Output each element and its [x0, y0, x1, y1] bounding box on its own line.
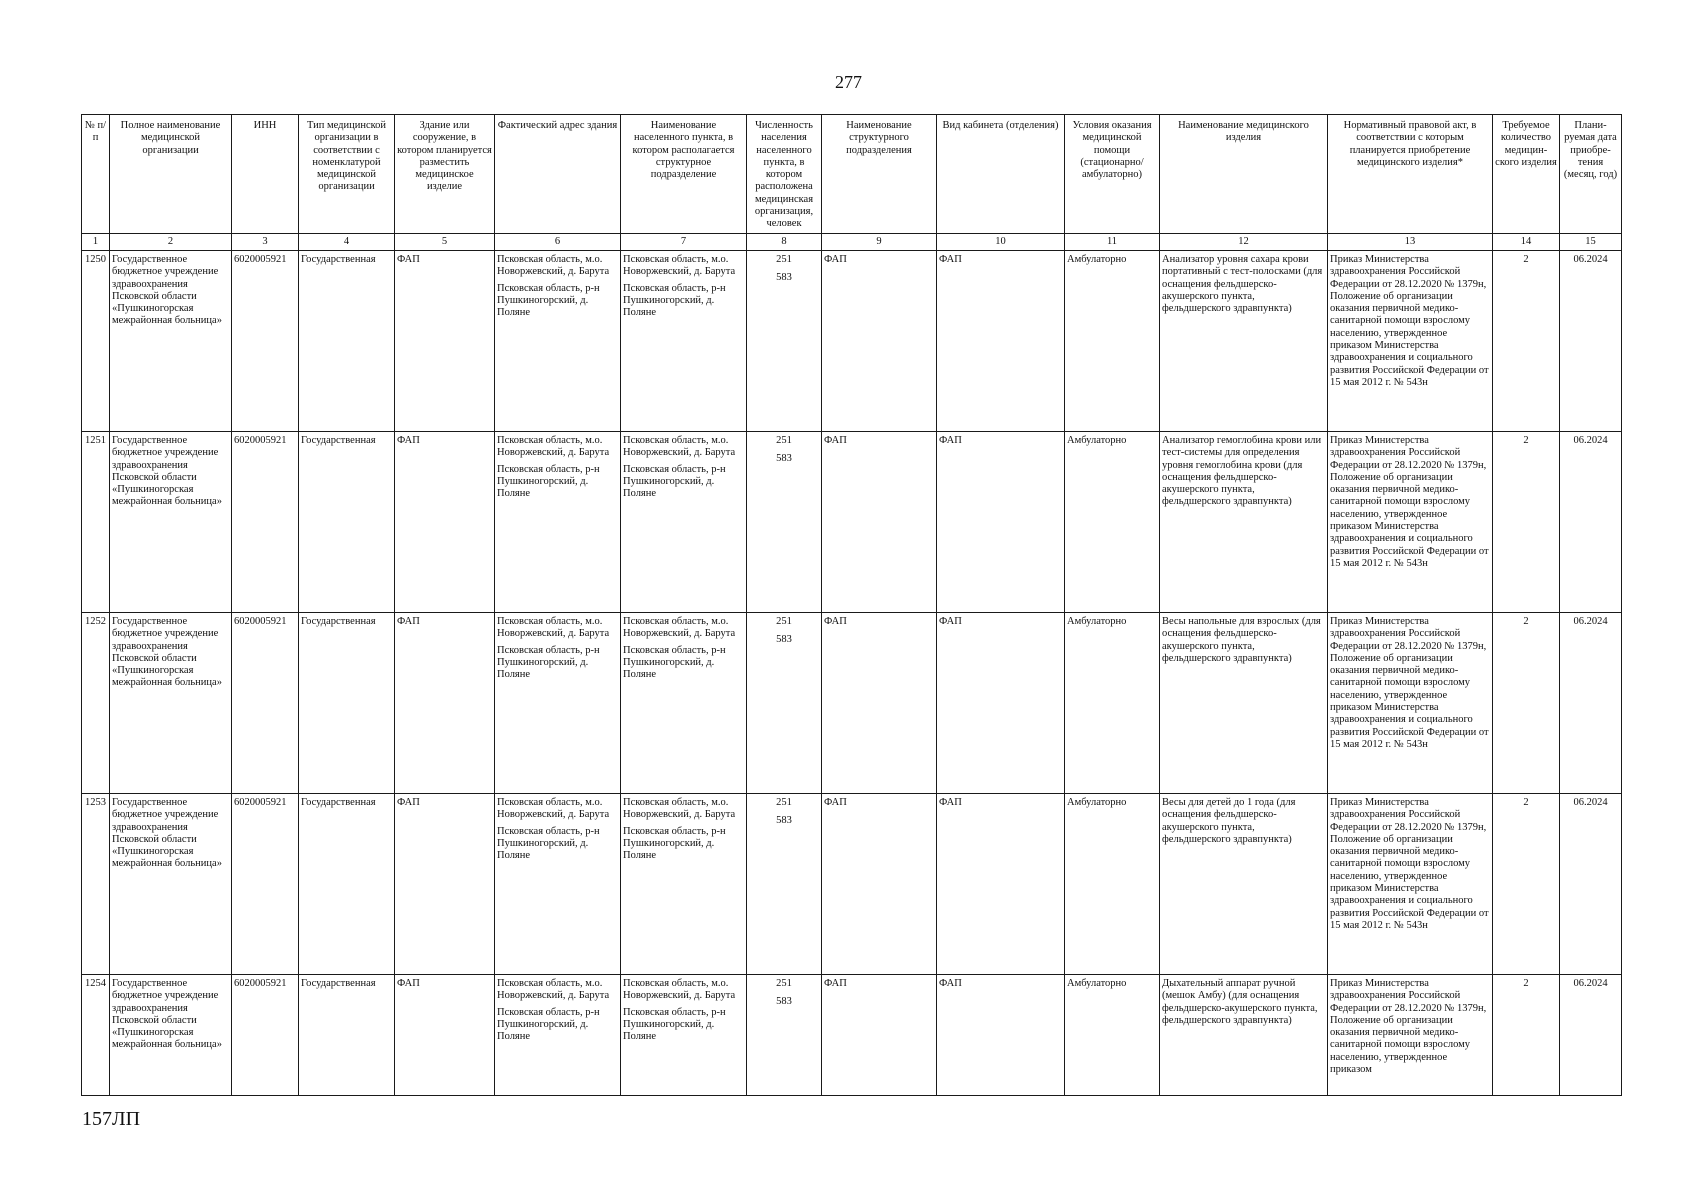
- legal-act-cell: Приказ Министерства здравоохранения Российской Федерации от 28.12.2020 № 1379н, Положение об организации оказания первичной медико-санитарной помощи взрослому населению, утвержденное приказом Министерства здравоохранения и социального развития Российской Федерации от 15 мая 2012 г. № 543н: [1328, 432, 1493, 613]
- table-body: [82, 251, 1622, 1096]
- cabinet-cell: ФАП: [937, 794, 1065, 975]
- legal-act-cell: Приказ Министерства здравоохранения Российской Федерации от 28.12.2020 № 1379н, Положение об организации оказания первичной медико-санитарной помощи взрослому населению, утвержденное приказом Министерства здравоохранения и социального развития Российской Федерации от 15 мая 2012 г. № 543н: [1328, 794, 1493, 975]
- conditions-cell: Амбулаторно: [1065, 613, 1160, 794]
- registry-table-container: [81, 114, 1622, 1096]
- unit-cell: ФАП: [822, 251, 937, 432]
- address-part: Псковская область, м.о. Новоржевский, д. Барута: [497, 978, 610, 1002]
- organization-cell: Государственное бюджетное учреждение здравоохранения Псковской области «Пушкиногорская межрайонная больница»: [110, 794, 232, 975]
- address-part: Псковская область, р-н Пушкиногорский, д. Поляне: [497, 463, 600, 500]
- unit-cell: ФАП: [822, 613, 937, 794]
- locality-part: Псковская область, р-н Пушкиногорский, д. Поляне: [623, 644, 726, 681]
- address-cell: [495, 975, 621, 1096]
- legal-act-cell: Приказ Министерства здравоохранения Российской Федерации от 28.12.2020 № 1379н, Положение об организации оказания первичной медико-санитарной помощи взрослому населению, утвержденное приказом Министерства здравоохранения и социального развития Российской Федерации от 15 мая 2012 г. № 543н: [1328, 613, 1493, 794]
- inn-cell: 6020005921: [232, 794, 299, 975]
- legal-act-cell: Приказ Министерства здравоохранения Российской Федерации от 28.12.2020 № 1379н, Положение об организации оказания первичной медико-санитарной помощи взрослому населению, утвержденное приказом: [1328, 975, 1493, 1096]
- column-header: Вид кабинета (отделения): [937, 115, 1065, 234]
- population-value: 251: [776, 978, 792, 989]
- column-header: № п/п: [82, 115, 110, 234]
- address-cell: [495, 432, 621, 613]
- column-number: 15: [1560, 234, 1622, 251]
- column-number: 12: [1160, 234, 1328, 251]
- table-row: [82, 613, 1622, 794]
- column-header: Наименование населенного пункта, в котором располагается структурное подразделение: [621, 115, 747, 234]
- column-number: 14: [1493, 234, 1560, 251]
- address-cell: [495, 613, 621, 794]
- table-row: [82, 975, 1622, 1096]
- column-header: Нормативный правовой акт, в соответствии с которым планируется приобретение медицинского изделия*: [1328, 115, 1493, 234]
- inn-cell: 6020005921: [232, 975, 299, 1096]
- population-value: 583: [776, 815, 792, 827]
- column-number: 11: [1065, 234, 1160, 251]
- locality-part: Псковская область, р-н Пушкиногорский, д. Поляне: [623, 282, 726, 319]
- building-cell: ФАП: [395, 975, 495, 1096]
- organization-cell: Государственное бюджетное учреждение здравоохранения Псковской области «Пушкиногорская межрайонная больница»: [110, 613, 232, 794]
- conditions-cell: Амбулаторно: [1065, 432, 1160, 613]
- cabinet-cell: ФАП: [937, 613, 1065, 794]
- column-header: ИНН: [232, 115, 299, 234]
- address-part: Псковская область, р-н Пушкиногорский, д. Поляне: [497, 282, 600, 319]
- device-cell: Весы напольные для взрослых (для оснащения фельдшерско-акушерского пункта, фельдшерского здравпункта): [1160, 613, 1328, 794]
- address-cell: [495, 251, 621, 432]
- quantity-cell: 2: [1493, 613, 1560, 794]
- population-value: 583: [776, 453, 792, 465]
- device-cell: Дыхательный аппарат ручной (мешок Амбу) (для оснащения фельдшерско-акушерского пункта, фельдшерского здравпункта): [1160, 975, 1328, 1096]
- organization-cell: Государственное бюджетное учреждение здравоохранения Псковской области «Пушкиногорская межрайонная больница»: [110, 251, 232, 432]
- conditions-cell: Амбулаторно: [1065, 794, 1160, 975]
- device-cell: Анализатор гемоглобина крови или тест-системы для определения уровня гемоглобина крови (для оснащения фельдшерско-акушерского пункта, фельдшерского здравпункта): [1160, 432, 1328, 613]
- row-number-cell: 1251: [82, 432, 110, 613]
- column-number: 8: [747, 234, 822, 251]
- column-header: Условия оказания медицинской помощи (стационарно/ амбулаторно): [1065, 115, 1160, 234]
- table-row: [82, 432, 1622, 613]
- population-value: 251: [776, 254, 792, 265]
- table-row: [82, 794, 1622, 975]
- population-cell: [747, 251, 822, 432]
- unit-cell: ФАП: [822, 432, 937, 613]
- column-number: 1: [82, 234, 110, 251]
- column-number: 5: [395, 234, 495, 251]
- address-part: Псковская область, м.о. Новоржевский, д. Барута: [497, 616, 610, 640]
- row-number-cell: 1252: [82, 613, 110, 794]
- quantity-cell: 2: [1493, 432, 1560, 613]
- org-type-cell: Государственная: [299, 613, 395, 794]
- locality-part: Псковская область, р-н Пушкиногорский, д. Поляне: [623, 1006, 726, 1043]
- address-cell: [495, 794, 621, 975]
- inn-cell: 6020005921: [232, 432, 299, 613]
- footer-mark: 157ЛП: [82, 1108, 141, 1130]
- building-cell: ФАП: [395, 432, 495, 613]
- population-cell: [747, 613, 822, 794]
- locality-cell: [621, 432, 747, 613]
- locality-cell: [621, 613, 747, 794]
- address-part: Псковская область, р-н Пушкиногорский, д. Поляне: [497, 1006, 600, 1043]
- unit-cell: ФАП: [822, 975, 937, 1096]
- column-header: Полное наименование медицинской организации: [110, 115, 232, 234]
- locality-part: Псковская область, р-н Пушкиногорский, д. Поляне: [623, 463, 726, 500]
- column-number: 4: [299, 234, 395, 251]
- device-cell: Анализатор уровня сахара крови портативный с тест-полосками (для оснащения фельдшерско-акушерского пункта, фельдшерского здравпункта): [1160, 251, 1328, 432]
- row-number-cell: 1250: [82, 251, 110, 432]
- locality-part: Псковская область, м.о. Новоржевский, д. Барута: [623, 978, 736, 1002]
- population-cell: [747, 975, 822, 1096]
- population-value: 251: [776, 616, 792, 627]
- registry-table: [81, 114, 1622, 1096]
- address-part: Псковская область, м.о. Новоржевский, д. Барута: [497, 254, 610, 278]
- column-number: 2: [110, 234, 232, 251]
- locality-cell: [621, 975, 747, 1096]
- locality-part: Псковская область, м.о. Новоржевский, д. Барута: [623, 797, 736, 821]
- column-header: Требуемое количество медицин-ского изделия: [1493, 115, 1560, 234]
- device-cell: Весы для детей до 1 года (для оснащения фельдшерско-акушерского пункта, фельдшерского здравпункта): [1160, 794, 1328, 975]
- row-number-cell: 1254: [82, 975, 110, 1096]
- date-cell: 06.2024: [1560, 975, 1622, 1096]
- population-value: 583: [776, 634, 792, 646]
- date-cell: 06.2024: [1560, 794, 1622, 975]
- population-value: 583: [776, 272, 792, 284]
- column-number: 9: [822, 234, 937, 251]
- org-type-cell: Государственная: [299, 975, 395, 1096]
- cabinet-cell: ФАП: [937, 975, 1065, 1096]
- cabinet-cell: ФАП: [937, 432, 1065, 613]
- locality-part: Псковская область, м.о. Новоржевский, д. Барута: [623, 616, 736, 640]
- column-number: 7: [621, 234, 747, 251]
- org-type-cell: Государственная: [299, 432, 395, 613]
- locality-part: Псковская область, м.о. Новоржевский, д. Барута: [623, 435, 736, 459]
- population-value: 251: [776, 435, 792, 446]
- organization-cell: Государственное бюджетное учреждение здравоохранения Псковской области «Пушкиногорская межрайонная больница»: [110, 975, 232, 1096]
- address-part: Псковская область, м.о. Новоржевский, д. Барута: [497, 435, 610, 459]
- column-header: Тип медицинской организации в соответствии с номенклатурой медицинской организации: [299, 115, 395, 234]
- row-number-cell: 1253: [82, 794, 110, 975]
- header-row: [82, 115, 1622, 234]
- address-part: Псковская область, р-н Пушкиногорский, д. Поляне: [497, 825, 600, 862]
- column-number: 6: [495, 234, 621, 251]
- inn-cell: 6020005921: [232, 613, 299, 794]
- population-cell: [747, 794, 822, 975]
- address-part: Псковская область, м.о. Новоржевский, д. Барута: [497, 797, 610, 821]
- quantity-cell: 2: [1493, 794, 1560, 975]
- column-header: Наименование структурного подразделения: [822, 115, 937, 234]
- legal-act-cell: Приказ Министерства здравоохранения Российской Федерации от 28.12.2020 № 1379н, Положение об организации оказания первичной медико-санитарной помощи взрослому населению, утвержденное приказом Министерства здравоохранения и социального развития Российской Федерации от 15 мая 2012 г. № 543н: [1328, 251, 1493, 432]
- population-value: 251: [776, 797, 792, 808]
- cabinet-cell: ФАП: [937, 251, 1065, 432]
- column-header: Здание или сооружение, в котором планируется разместить медицинское изделие: [395, 115, 495, 234]
- conditions-cell: Амбулаторно: [1065, 975, 1160, 1096]
- date-cell: 06.2024: [1560, 251, 1622, 432]
- page-number: 277: [835, 72, 862, 92]
- address-part: Псковская область, р-н Пушкиногорский, д. Поляне: [497, 644, 600, 681]
- column-number-row: [82, 234, 1622, 251]
- date-cell: 06.2024: [1560, 432, 1622, 613]
- column-header: Наименование медицинского изделия: [1160, 115, 1328, 234]
- population-value: 583: [776, 996, 792, 1008]
- locality-cell: [621, 251, 747, 432]
- locality-part: Псковская область, м.о. Новоржевский, д. Барута: [623, 254, 736, 278]
- population-cell: [747, 432, 822, 613]
- locality-cell: [621, 794, 747, 975]
- inn-cell: 6020005921: [232, 251, 299, 432]
- column-number: 13: [1328, 234, 1493, 251]
- quantity-cell: 2: [1493, 975, 1560, 1096]
- org-type-cell: Государственная: [299, 794, 395, 975]
- building-cell: ФАП: [395, 251, 495, 432]
- column-header: Плани-руемая дата приобре-тения (месяц, год): [1560, 115, 1622, 234]
- quantity-cell: 2: [1493, 251, 1560, 432]
- column-number: 10: [937, 234, 1065, 251]
- column-header: Численность населения населенного пункта, в котором расположена медицинская организация, человек: [747, 115, 822, 234]
- locality-part: Псковская область, р-н Пушкиногорский, д. Поляне: [623, 825, 726, 862]
- table-row: [82, 251, 1622, 432]
- org-type-cell: Государственная: [299, 251, 395, 432]
- building-cell: ФАП: [395, 794, 495, 975]
- unit-cell: ФАП: [822, 794, 937, 975]
- building-cell: ФАП: [395, 613, 495, 794]
- column-header: Фактический адрес здания: [495, 115, 621, 234]
- date-cell: 06.2024: [1560, 613, 1622, 794]
- organization-cell: Государственное бюджетное учреждение здравоохранения Псковской области «Пушкиногорская межрайонная больница»: [110, 432, 232, 613]
- column-number: 3: [232, 234, 299, 251]
- conditions-cell: Амбулаторно: [1065, 251, 1160, 432]
